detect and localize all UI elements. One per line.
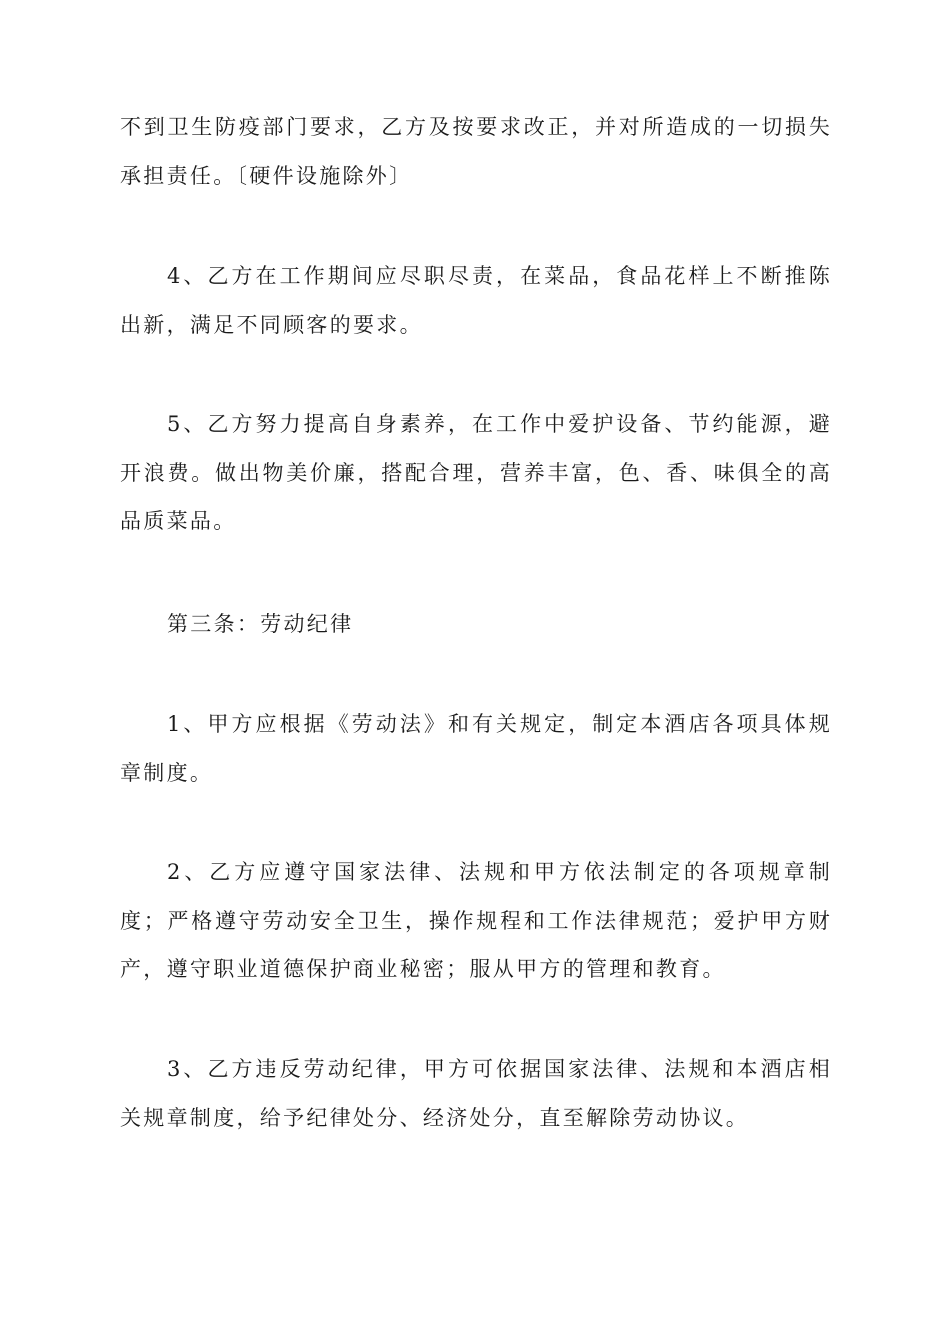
paragraph-item-4: 4、乙方在工作期间应尽职尽责，在菜品，食品花样上不断推陈出新，满足不同顾客的要求。 [120,264,832,337]
paragraph-item-1: 1、甲方应根据《劳动法》和有关规定，制定本酒店各项具体规章制度。 [120,712,832,785]
paragraph-continuation: 不到卫生防疫部门要求，乙方及按要求改正，并对所造成的一切损失承担责任。〔硬件设施除外〕 [120,115,832,188]
paragraph-item-2: 2、乙方应遵守国家法律、法规和甲方依法制定的各项规章制度；严格遵守劳动安全卫生，操作规程和工作法律规范；爱护甲方财产，遵守职业道德保护商业秘密；服从甲方的管理和教育。 [120,860,832,981]
paragraph-item-3: 3、乙方违反劳动纪律，甲方可依据国家法律、法规和本酒店相关规章制度，给予纪律处分、经济处分，直至解除劳动协议。 [120,1057,832,1130]
section-heading-article-3: 第三条：劳动纪律 [167,612,354,636]
paragraph-item-5: 5、乙方努力提高自身素养，在工作中爱护设备、节约能源，避开浪费。做出物美价廉，搭配合理，营养丰富，色、香、味俱全的高品质菜品。 [120,412,832,533]
